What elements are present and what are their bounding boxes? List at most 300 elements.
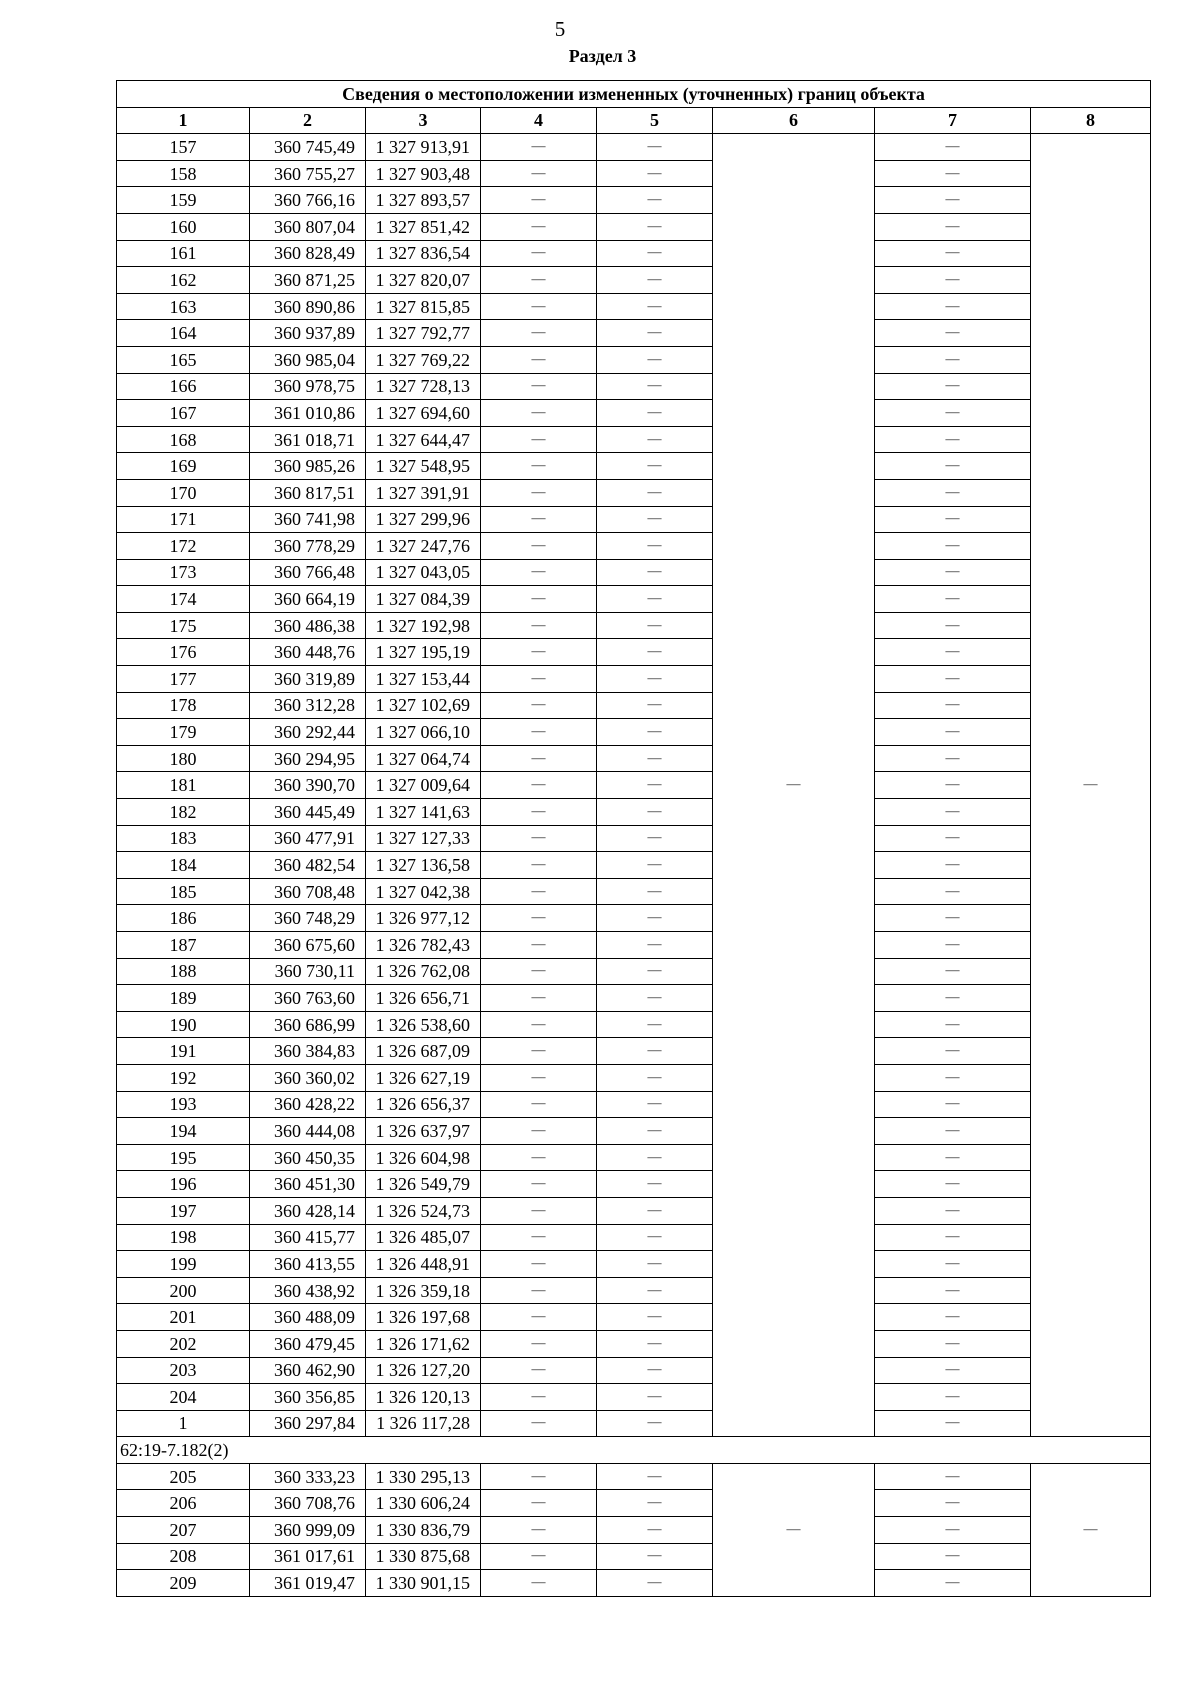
col4-cell: — (481, 958, 597, 985)
x-coordinate-cell: 360 778,29 (250, 533, 366, 560)
col5-cell: — (597, 1224, 713, 1251)
col5-cell: — (597, 612, 713, 639)
x-coordinate-cell: 360 438,92 (250, 1277, 366, 1304)
col5-cell: — (597, 1171, 713, 1198)
col7-cell: — (875, 1463, 1031, 1490)
x-coordinate-cell: 360 985,26 (250, 453, 366, 480)
x-coordinate-cell: 360 479,45 (250, 1330, 366, 1357)
x-coordinate-cell: 360 763,60 (250, 985, 366, 1012)
table-row (117, 1251, 1151, 1278)
col5-cell: — (597, 400, 713, 427)
col7-cell: — (875, 1197, 1031, 1224)
col7-cell: — (875, 719, 1031, 746)
point-number-cell: 172 (117, 533, 250, 560)
col4-cell: — (481, 1304, 597, 1331)
y-coordinate-cell: 1 326 549,79 (366, 1171, 481, 1198)
table-row (117, 1384, 1151, 1411)
col4-cell: — (481, 1570, 597, 1597)
x-coordinate-cell: 360 360,02 (250, 1064, 366, 1091)
col5-cell: — (597, 985, 713, 1012)
y-coordinate-cell: 1 326 977,12 (366, 905, 481, 932)
point-number-cell: 169 (117, 453, 250, 480)
y-coordinate-cell: 1 326 604,98 (366, 1144, 481, 1171)
y-coordinate-cell: 1 327 548,95 (366, 453, 481, 480)
y-coordinate-cell: 1 327 042,38 (366, 878, 481, 905)
col5-cell: — (597, 426, 713, 453)
col7-cell: — (875, 1118, 1031, 1145)
y-coordinate-cell: 1 327 820,07 (366, 267, 481, 294)
table-row (117, 799, 1151, 826)
x-coordinate-cell: 360 319,89 (250, 666, 366, 693)
y-coordinate-cell: 1 327 815,85 (366, 293, 481, 320)
y-coordinate-cell: 1 327 084,39 (366, 586, 481, 613)
col7-cell: — (875, 453, 1031, 480)
point-number-cell: 166 (117, 373, 250, 400)
point-number-cell: 191 (117, 1038, 250, 1065)
col5-cell: — (597, 373, 713, 400)
y-coordinate-cell: 1 327 247,76 (366, 533, 481, 560)
x-coordinate-cell: 360 384,83 (250, 1038, 366, 1065)
point-number-cell: 203 (117, 1357, 250, 1384)
x-coordinate-cell: 360 486,38 (250, 612, 366, 639)
y-coordinate-cell: 1 327 769,22 (366, 346, 481, 373)
col7-cell: — (875, 1224, 1031, 1251)
col7-cell: — (875, 1064, 1031, 1091)
y-coordinate-cell: 1 326 524,73 (366, 1197, 481, 1224)
point-number-cell: 181 (117, 772, 250, 799)
x-coordinate-cell: 360 390,70 (250, 772, 366, 799)
table-row (117, 1144, 1151, 1171)
y-coordinate-cell: 1 330 606,24 (366, 1490, 481, 1517)
table-row (117, 506, 1151, 533)
col5-cell: — (597, 160, 713, 187)
y-coordinate-cell: 1 327 153,44 (366, 666, 481, 693)
table-row (117, 1064, 1151, 1091)
col4-cell: — (481, 453, 597, 480)
table-row (117, 1570, 1151, 1597)
table-row (117, 240, 1151, 267)
column-number: 8 (1031, 107, 1151, 134)
table-row (117, 559, 1151, 586)
y-coordinate-cell: 1 327 066,10 (366, 719, 481, 746)
col7-cell: — (875, 1091, 1031, 1118)
table-row (117, 1517, 1151, 1544)
col4-cell: — (481, 1144, 597, 1171)
col7-cell: — (875, 506, 1031, 533)
col5-cell: — (597, 1118, 713, 1145)
y-coordinate-cell: 1 327 836,54 (366, 240, 481, 267)
col7-cell: — (875, 1490, 1031, 1517)
table-row (117, 878, 1151, 905)
column-number: 4 (481, 107, 597, 134)
table-row (117, 586, 1151, 613)
col7-cell: — (875, 1570, 1031, 1597)
x-coordinate-cell: 360 477,91 (250, 825, 366, 852)
col4-cell: — (481, 905, 597, 932)
x-coordinate-cell: 360 675,60 (250, 932, 366, 959)
col4-cell: — (481, 1171, 597, 1198)
col5-cell: — (597, 1330, 713, 1357)
col5-cell: — (597, 1251, 713, 1278)
x-coordinate-cell: 360 985,04 (250, 346, 366, 373)
point-number-cell: 198 (117, 1224, 250, 1251)
x-coordinate-cell: 360 708,76 (250, 1490, 366, 1517)
col7-cell: — (875, 1251, 1031, 1278)
table-row (117, 293, 1151, 320)
col4-cell: — (481, 1410, 597, 1437)
y-coordinate-cell: 1 327 903,48 (366, 160, 481, 187)
col7-cell: — (875, 213, 1031, 240)
point-number-cell: 171 (117, 506, 250, 533)
x-coordinate-cell: 361 018,71 (250, 426, 366, 453)
point-number-cell: 196 (117, 1171, 250, 1198)
col5-cell: — (597, 1384, 713, 1411)
col4-cell: — (481, 213, 597, 240)
col8-merged-cell: — (1031, 134, 1151, 1437)
table-row (117, 1091, 1151, 1118)
y-coordinate-cell: 1 327 043,05 (366, 559, 481, 586)
table-row (117, 772, 1151, 799)
y-coordinate-cell: 1 327 391,91 (366, 479, 481, 506)
table-row (117, 1118, 1151, 1145)
col5-cell: — (597, 1517, 713, 1544)
x-coordinate-cell: 360 312,28 (250, 692, 366, 719)
col7-cell: — (875, 958, 1031, 985)
y-coordinate-cell: 1 326 627,19 (366, 1064, 481, 1091)
table-row (117, 958, 1151, 985)
col4-cell: — (481, 1251, 597, 1278)
point-number-cell: 164 (117, 320, 250, 347)
col4-cell: — (481, 1011, 597, 1038)
col4-cell: — (481, 559, 597, 586)
col4-cell: — (481, 772, 597, 799)
table-row (117, 1304, 1151, 1331)
table-row (117, 985, 1151, 1012)
col5-cell: — (597, 745, 713, 772)
point-number-cell: 188 (117, 958, 250, 985)
x-coordinate-cell: 360 766,16 (250, 187, 366, 214)
col7-cell: — (875, 1330, 1031, 1357)
col5-cell: — (597, 1570, 713, 1597)
table-row (117, 1011, 1151, 1038)
y-coordinate-cell: 1 326 120,13 (366, 1384, 481, 1411)
col4-cell: — (481, 533, 597, 560)
point-number-cell: 192 (117, 1064, 250, 1091)
col7-cell: — (875, 878, 1031, 905)
parcel-header-row (117, 1437, 1151, 1464)
col7-cell: — (875, 852, 1031, 879)
col7-cell: — (875, 932, 1031, 959)
col5-cell: — (597, 1463, 713, 1490)
point-number-cell: 199 (117, 1251, 250, 1278)
col7-cell: — (875, 1384, 1031, 1411)
table-row (117, 1490, 1151, 1517)
y-coordinate-cell: 1 327 644,47 (366, 426, 481, 453)
point-number-cell: 161 (117, 240, 250, 267)
table-row (117, 905, 1151, 932)
x-coordinate-cell: 360 482,54 (250, 852, 366, 879)
point-number-cell: 200 (117, 1277, 250, 1304)
col7-cell: — (875, 985, 1031, 1012)
x-coordinate-cell: 360 445,49 (250, 799, 366, 826)
col7-cell: — (875, 692, 1031, 719)
col7-cell: — (875, 533, 1031, 560)
y-coordinate-cell: 1 327 127,33 (366, 825, 481, 852)
x-coordinate-cell: 360 292,44 (250, 719, 366, 746)
y-coordinate-cell: 1 326 171,62 (366, 1330, 481, 1357)
col7-cell: — (875, 905, 1031, 932)
col4-cell: — (481, 1490, 597, 1517)
col5-cell: — (597, 905, 713, 932)
point-number-cell: 157 (117, 134, 250, 161)
col4-cell: — (481, 240, 597, 267)
col4-cell: — (481, 134, 597, 161)
column-number: 5 (597, 107, 713, 134)
y-coordinate-cell: 1 327 195,19 (366, 639, 481, 666)
col4-cell: — (481, 1357, 597, 1384)
column-number: 3 (366, 107, 481, 134)
y-coordinate-cell: 1 326 127,20 (366, 1357, 481, 1384)
col7-cell: — (875, 400, 1031, 427)
point-number-cell: 179 (117, 719, 250, 746)
col4-cell: — (481, 506, 597, 533)
y-coordinate-cell: 1 330 875,68 (366, 1543, 481, 1570)
col4-cell: — (481, 666, 597, 693)
y-coordinate-cell: 1 327 141,63 (366, 799, 481, 826)
point-number-cell: 168 (117, 426, 250, 453)
point-number-cell: 170 (117, 479, 250, 506)
col4-cell: — (481, 1277, 597, 1304)
col5-cell: — (597, 240, 713, 267)
point-number-cell: 177 (117, 666, 250, 693)
y-coordinate-cell: 1 327 136,58 (366, 852, 481, 879)
col4-cell: — (481, 719, 597, 746)
col5-cell: — (597, 1304, 713, 1331)
col7-cell: — (875, 639, 1031, 666)
point-number-cell: 163 (117, 293, 250, 320)
col7-cell: — (875, 1517, 1031, 1544)
col5-cell: — (597, 825, 713, 852)
col5-cell: — (597, 932, 713, 959)
col8-merged-cell: — (1031, 1463, 1151, 1596)
col5-cell: — (597, 958, 713, 985)
col5-cell: — (597, 586, 713, 613)
x-coordinate-cell: 360 766,48 (250, 559, 366, 586)
col5-cell: — (597, 692, 713, 719)
col5-cell: — (597, 293, 713, 320)
table-row (117, 666, 1151, 693)
table-row (117, 612, 1151, 639)
table-row (117, 479, 1151, 506)
col4-cell: — (481, 1384, 597, 1411)
point-number-cell: 186 (117, 905, 250, 932)
table-row (117, 1038, 1151, 1065)
col5-cell: — (597, 1038, 713, 1065)
point-number-cell: 174 (117, 586, 250, 613)
point-number-cell: 182 (117, 799, 250, 826)
table-row (117, 1277, 1151, 1304)
point-number-cell: 209 (117, 1570, 250, 1597)
table-row (117, 1171, 1151, 1198)
col4-cell: — (481, 799, 597, 826)
x-coordinate-cell: 360 664,19 (250, 586, 366, 613)
y-coordinate-cell: 1 326 538,60 (366, 1011, 481, 1038)
y-coordinate-cell: 1 327 009,64 (366, 772, 481, 799)
col5-cell: — (597, 267, 713, 294)
table-row (117, 426, 1151, 453)
point-number-cell: 173 (117, 559, 250, 586)
x-coordinate-cell: 360 356,85 (250, 1384, 366, 1411)
point-number-cell: 162 (117, 267, 250, 294)
col4-cell: — (481, 160, 597, 187)
x-coordinate-cell: 360 413,55 (250, 1251, 366, 1278)
col5-cell: — (597, 639, 713, 666)
y-coordinate-cell: 1 326 782,43 (366, 932, 481, 959)
col7-cell: — (875, 1011, 1031, 1038)
x-coordinate-cell: 360 297,84 (250, 1410, 366, 1437)
col4-cell: — (481, 479, 597, 506)
col5-cell: — (597, 1277, 713, 1304)
col7-cell: — (875, 160, 1031, 187)
y-coordinate-cell: 1 327 851,42 (366, 213, 481, 240)
col7-cell: — (875, 559, 1031, 586)
col5-cell: — (597, 719, 713, 746)
y-coordinate-cell: 1 326 197,68 (366, 1304, 481, 1331)
point-number-cell: 197 (117, 1197, 250, 1224)
col5-cell: — (597, 187, 713, 214)
col7-cell: — (875, 373, 1031, 400)
col4-cell: — (481, 1197, 597, 1224)
table-row (117, 533, 1151, 560)
col4-cell: — (481, 346, 597, 373)
col5-cell: — (597, 799, 713, 826)
x-coordinate-cell: 360 444,08 (250, 1118, 366, 1145)
x-coordinate-cell: 360 448,76 (250, 639, 366, 666)
y-coordinate-cell: 1 330 295,13 (366, 1463, 481, 1490)
col5-cell: — (597, 1197, 713, 1224)
table-row (117, 1224, 1151, 1251)
point-number-cell: 184 (117, 852, 250, 879)
x-coordinate-cell: 360 488,09 (250, 1304, 366, 1331)
col5-cell: — (597, 533, 713, 560)
col4-cell: — (481, 293, 597, 320)
point-number-cell: 158 (117, 160, 250, 187)
x-coordinate-cell: 360 462,90 (250, 1357, 366, 1384)
point-number-cell: 187 (117, 932, 250, 959)
y-coordinate-cell: 1 326 117,28 (366, 1410, 481, 1437)
table-row (117, 160, 1151, 187)
y-coordinate-cell: 1 327 792,77 (366, 320, 481, 347)
col6-merged-cell: — (713, 1463, 875, 1596)
col5-cell: — (597, 346, 713, 373)
y-coordinate-cell: 1 326 637,97 (366, 1118, 481, 1145)
table-caption: Сведения о местоположении измененных (уточненных) границ объекта (117, 81, 1151, 108)
point-number-cell: 202 (117, 1330, 250, 1357)
table-row (117, 1410, 1151, 1437)
table-row (117, 745, 1151, 772)
x-coordinate-cell: 360 937,89 (250, 320, 366, 347)
col4-cell: — (481, 852, 597, 879)
y-coordinate-cell: 1 327 728,13 (366, 373, 481, 400)
col4-cell: — (481, 825, 597, 852)
table-row (117, 1330, 1151, 1357)
parcel-label: 62:19-7.182(2) (117, 1437, 1151, 1464)
x-coordinate-cell: 361 019,47 (250, 1570, 366, 1597)
y-coordinate-cell: 1 327 913,91 (366, 134, 481, 161)
table-row (117, 373, 1151, 400)
col4-cell: — (481, 878, 597, 905)
point-number-cell: 165 (117, 346, 250, 373)
x-coordinate-cell: 360 741,98 (250, 506, 366, 533)
x-coordinate-cell: 360 890,86 (250, 293, 366, 320)
y-coordinate-cell: 1 330 901,15 (366, 1570, 481, 1597)
x-coordinate-cell: 360 828,49 (250, 240, 366, 267)
point-number-cell: 205 (117, 1463, 250, 1490)
point-number-cell: 1 (117, 1410, 250, 1437)
y-coordinate-cell: 1 327 192,98 (366, 612, 481, 639)
point-number-cell: 189 (117, 985, 250, 1012)
point-number-cell: 178 (117, 692, 250, 719)
col5-cell: — (597, 852, 713, 879)
table-body (117, 134, 1151, 1597)
y-coordinate-cell: 1 326 485,07 (366, 1224, 481, 1251)
col4-cell: — (481, 932, 597, 959)
x-coordinate-cell: 360 450,35 (250, 1144, 366, 1171)
point-number-cell: 183 (117, 825, 250, 852)
col5-cell: — (597, 453, 713, 480)
col5-cell: — (597, 1064, 713, 1091)
col7-cell: — (875, 240, 1031, 267)
col7-cell: — (875, 1277, 1031, 1304)
col7-cell: — (875, 320, 1031, 347)
table-row (117, 187, 1151, 214)
col4-cell: — (481, 320, 597, 347)
point-number-cell: 193 (117, 1091, 250, 1118)
col7-cell: — (875, 772, 1031, 799)
col5-cell: — (597, 1091, 713, 1118)
table-row (117, 1357, 1151, 1384)
table-row (117, 1197, 1151, 1224)
col4-cell: — (481, 745, 597, 772)
point-number-cell: 176 (117, 639, 250, 666)
col7-cell: — (875, 1144, 1031, 1171)
col7-cell: — (875, 1304, 1031, 1331)
y-coordinate-cell: 1 327 694,60 (366, 400, 481, 427)
point-number-cell: 204 (117, 1384, 250, 1411)
col7-cell: — (875, 346, 1031, 373)
col4-cell: — (481, 426, 597, 453)
col5-cell: — (597, 213, 713, 240)
column-number: 6 (713, 107, 875, 134)
y-coordinate-cell: 1 327 064,74 (366, 745, 481, 772)
table-row (117, 932, 1151, 959)
x-coordinate-cell: 360 817,51 (250, 479, 366, 506)
point-number-cell: 175 (117, 612, 250, 639)
col7-cell: — (875, 426, 1031, 453)
col5-cell: — (597, 559, 713, 586)
col7-cell: — (875, 1543, 1031, 1570)
x-coordinate-cell: 360 708,48 (250, 878, 366, 905)
point-number-cell: 194 (117, 1118, 250, 1145)
point-number-cell: 190 (117, 1011, 250, 1038)
col7-cell: — (875, 1038, 1031, 1065)
col5-cell: — (597, 479, 713, 506)
col4-cell: — (481, 639, 597, 666)
col7-cell: — (875, 267, 1031, 294)
col7-cell: — (875, 1171, 1031, 1198)
x-coordinate-cell: 360 451,30 (250, 1171, 366, 1198)
point-number-cell: 167 (117, 400, 250, 427)
